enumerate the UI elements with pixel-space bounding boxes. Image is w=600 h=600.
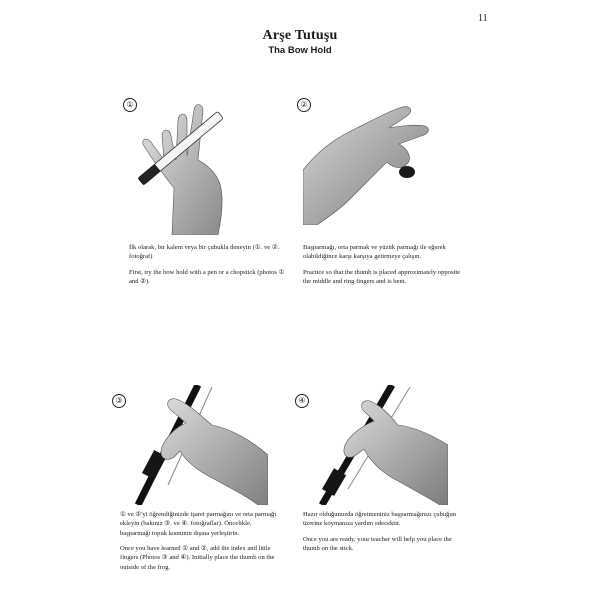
hand-bow-hold-icon [308, 385, 448, 505]
page-title: Arşe Tutuşu [262, 28, 338, 43]
caption-step-4-tr: Hazır olduğunuzda öğretmeniniz başparmağınızı çubuğun üzerine koymanıza yardım edecektir. [303, 511, 457, 528]
hand-pinching-object-icon [303, 100, 433, 225]
step-number-1: ① [123, 98, 137, 112]
hand-holding-bow-icon [128, 385, 268, 505]
page-subtitle: Tha Bow Hold [268, 45, 332, 56]
caption-step-4-en: Once you are ready, your teacher will help you place the thumb on the stick. [303, 535, 452, 553]
caption-step-3-tr: ① ve ②'yi öğrendiğinizde işaret parmağını ve orta parmağı ekleyin (bakınız ③. ve ④. fotoğraflar). Öncelikle, başparmağı topuk kısmının dışına yerleştirin. [120, 511, 277, 537]
caption-step-1-en: First, try the bow hold with a pen or a chopstick (photos ① and ②). [129, 268, 285, 286]
caption-step-1-tr: İlk olarak, bir kalem veya bir çubukla denеyin (①. ve ②. fotoğraf) [129, 244, 280, 261]
caption-step-1 [129, 243, 289, 292]
caption-step-4 [303, 510, 463, 559]
caption-step-2-tr: Başparmağı, orta parmak ve yüzük parmağı ile eğerek olabildiğince karşı karşıya getirmeye çalışın. [303, 244, 446, 261]
caption-step-2 [303, 243, 463, 292]
step-number-2: ② [297, 98, 311, 112]
caption-step-3-en: Once you have learned ① and ②, add the index and little fingers (Photos ③ and ④). Initially place the thumb on the outside of the frog. [120, 545, 275, 571]
caption-step-3 [120, 510, 280, 578]
page-number: 11 [478, 13, 488, 24]
step-number-3: ③ [112, 394, 126, 408]
hand-holding-pencil-icon [132, 90, 242, 235]
step-number-4: ④ [295, 394, 309, 408]
caption-step-2-en: Practice so that the thumb is placed approximately opposite the middle and ring fingers and is bent. [303, 268, 461, 286]
